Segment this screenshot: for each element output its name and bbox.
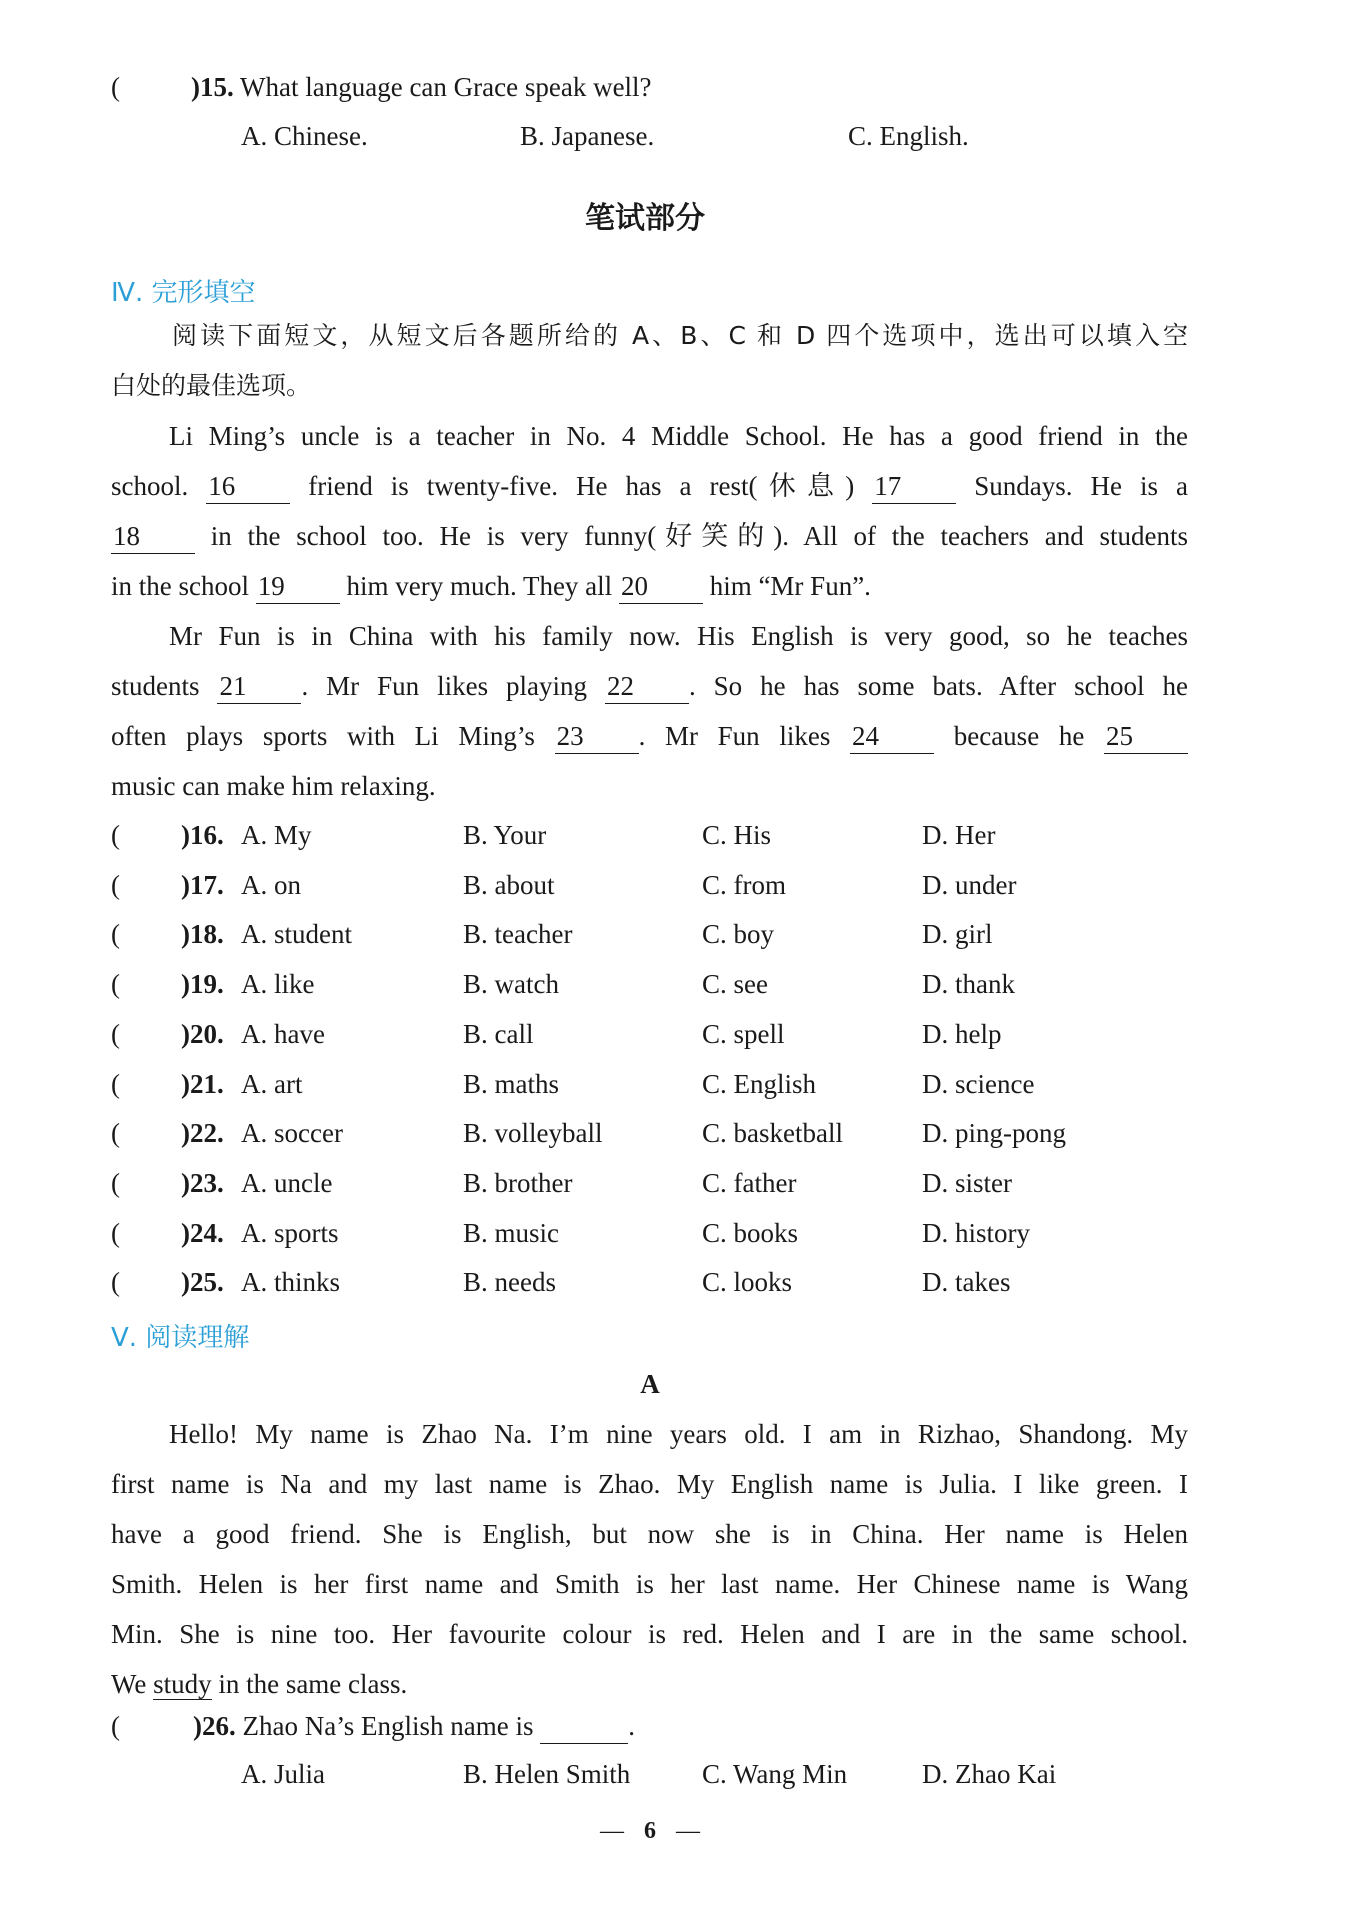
question-tail: . <box>628 1711 635 1741</box>
q15-option-b: B. Japanese. <box>520 121 655 151</box>
option-c: C. looks <box>702 1267 793 1297</box>
option-c: C. spell <box>702 1019 785 1049</box>
page-footer <box>0 1818 1300 1845</box>
option-c: C. English <box>702 1069 817 1099</box>
cloze-question-row <box>111 919 224 950</box>
passage-text: We <box>111 1669 147 1699</box>
question-15 <box>111 72 652 103</box>
question-text: What language can Grace speak well? <box>240 72 652 102</box>
blank-19: 19 <box>256 569 340 604</box>
option-d: D. science <box>922 1069 1035 1099</box>
option-b: B. about <box>463 870 555 900</box>
page-number: 6 <box>644 1818 656 1844</box>
option-a: A. student <box>241 919 352 949</box>
section-4-title: . 完形填空 <box>135 278 256 308</box>
option-d: D. under <box>922 870 1017 900</box>
option-b: B. teacher <box>463 919 573 949</box>
blank-23: 23 <box>555 719 639 754</box>
answer-paren: ( <box>111 1168 120 1198</box>
blank-20: 20 <box>619 569 703 604</box>
passage-text: in the school too. He is very funny(好笑的). All of the teachers and students <box>210 521 1188 551</box>
instruction-line-1: 阅读下面短文，从短文后各题所给的 A、B、C 和 D 四个选项中，选出可以填入空 <box>169 321 1188 350</box>
answer-paren: ( <box>111 1118 120 1148</box>
passage-label: A <box>640 1369 660 1399</box>
answer-blank <box>540 1709 628 1744</box>
blank-25: 25 <box>1104 719 1188 754</box>
option-c: C. boy <box>702 919 775 949</box>
passage-line: have a good friend. She is English, but now she is in China. Her name is Helen <box>111 1519 1188 1549</box>
option-d: D. Her <box>922 820 996 850</box>
option-b: B. music <box>463 1218 560 1248</box>
written-section-title: 笔试部分 <box>585 201 705 236</box>
blank-16: 16 <box>206 469 290 504</box>
passage-text: . So he has some bats. After school he <box>688 671 1188 701</box>
section-5-roman: Ⅴ <box>111 1323 129 1352</box>
underlined-word: study <box>153 1669 212 1699</box>
passage-text: in the same class. <box>218 1669 408 1699</box>
footer-dash: — <box>600 1818 624 1844</box>
option-a: A. uncle <box>241 1168 333 1198</box>
question-number: )19. <box>181 969 224 999</box>
question-26 <box>111 1709 635 1744</box>
option-a: A. soccer <box>241 1118 343 1148</box>
option-c: C. His <box>702 820 772 850</box>
question-number: )26. <box>193 1711 236 1741</box>
question-number: )24. <box>181 1218 224 1248</box>
option-a: A. My <box>241 820 312 850</box>
q26-option-a: A. Julia <box>241 1759 325 1789</box>
cloze-question-row <box>111 1218 224 1249</box>
option-a: A. on <box>241 870 301 900</box>
option-a: A. have <box>241 1019 325 1049</box>
answer-paren: ( <box>111 870 120 900</box>
passage-text: . Mr Fun likes playing <box>301 671 588 701</box>
question-number: )15. <box>191 72 234 102</box>
option-b: B. watch <box>463 969 559 999</box>
option-a: A. sports <box>241 1218 339 1248</box>
blank-18: 18 <box>111 519 195 554</box>
answer-paren: ( <box>111 969 120 999</box>
cloze-passage <box>111 411 1188 811</box>
passage-text: often plays sports with Li Ming’s <box>111 721 535 751</box>
option-c: C. basketball <box>702 1118 843 1148</box>
cloze-question-row <box>111 1267 224 1298</box>
passage-line: first name is Na and my last name is Zhao. My English name is Julia. I like green. I <box>111 1469 1188 1499</box>
question-number: )17. <box>181 870 224 900</box>
blank-17: 17 <box>872 469 956 504</box>
option-c: C. books <box>702 1218 799 1248</box>
passage-text: him “Mr Fun”. <box>709 571 871 601</box>
section-4-instructions <box>111 311 1188 411</box>
passage-text: him very much. They all <box>346 571 613 601</box>
q26-option-d: D. Zhao Kai <box>922 1759 1057 1789</box>
passage-text: music can make him relaxing. <box>111 771 436 801</box>
answer-paren: ( <box>111 1711 120 1741</box>
section-4-roman: Ⅳ <box>111 278 135 307</box>
option-d: D. ping-pong <box>922 1118 1066 1148</box>
q15-option-c: C. English. <box>848 121 969 151</box>
option-d: D. takes <box>922 1267 1011 1297</box>
question-number: )22. <box>181 1118 224 1148</box>
section-4-heading <box>111 272 256 309</box>
answer-paren: ( <box>111 1069 120 1099</box>
passage-text: because he <box>953 721 1085 751</box>
option-d: D. help <box>922 1019 1002 1049</box>
question-text: Zhao Na’s English name is <box>242 1711 534 1741</box>
cloze-question-row <box>111 1168 224 1199</box>
q26-option-c: C. Wang Min <box>702 1759 848 1789</box>
option-d: D. history <box>922 1218 1030 1248</box>
question-number: )20. <box>181 1019 224 1049</box>
passage-text: in the school <box>111 571 249 601</box>
blank-22: 22 <box>605 669 689 704</box>
q26-option-b: B. Helen Smith <box>463 1759 631 1789</box>
passage-line: Li Ming’s uncle is a teacher in No. 4 Middle School. He has a good friend in the <box>169 421 1188 451</box>
option-c: C. from <box>702 870 786 900</box>
passage-line: Min. She is nine too. Her favourite colour is red. Helen and I are in the same school. <box>111 1619 1188 1649</box>
answer-paren: ( <box>111 1267 120 1297</box>
option-c: C. father <box>702 1168 797 1198</box>
question-number: )25. <box>181 1267 224 1297</box>
answer-paren: ( <box>111 820 120 850</box>
cloze-question-row <box>111 1019 224 1050</box>
section-5-heading <box>111 1317 249 1354</box>
passage-line: Hello! My name is Zhao Na. I’m nine years old. I am in Rizhao, Shandong. My <box>169 1419 1188 1449</box>
instruction-line-2: 白处的最佳选项。 <box>111 371 312 400</box>
section-5-title: . 阅读理解 <box>128 1323 250 1353</box>
cloze-question-row <box>111 969 224 1000</box>
cloze-question-row <box>111 1069 224 1100</box>
option-d: D. sister <box>922 1168 1012 1198</box>
option-d: D. girl <box>922 919 993 949</box>
passage-text: school. <box>111 471 189 501</box>
question-number: )23. <box>181 1168 224 1198</box>
answer-paren: ( <box>111 919 120 949</box>
question-number: )16. <box>181 820 224 850</box>
option-b: B. brother <box>463 1168 573 1198</box>
blank-24: 24 <box>850 719 934 754</box>
footer-dash: — <box>676 1818 700 1844</box>
q15-option-a: A. Chinese. <box>241 121 368 151</box>
option-b: B. needs <box>463 1267 556 1297</box>
option-b: B. volleyball <box>463 1118 603 1148</box>
passage-line: Smith. Helen is her first name and Smith is her last name. Her Chinese name is Wang <box>111 1569 1188 1599</box>
option-a: A. like <box>241 969 315 999</box>
passage-text: students <box>111 671 200 701</box>
option-a: A. art <box>241 1069 303 1099</box>
blank-21: 21 <box>217 669 301 704</box>
cloze-question-row <box>111 870 224 901</box>
passage-text: friend is twenty-five. He has a rest(休息) <box>308 471 855 501</box>
passage-text: Sundays. He is a <box>974 471 1189 501</box>
cloze-question-row <box>111 820 224 851</box>
answer-paren: ( <box>111 1019 120 1049</box>
question-number: )18. <box>181 919 224 949</box>
option-a: A. thinks <box>241 1267 341 1297</box>
option-b: B. maths <box>463 1069 560 1099</box>
option-b: B. call <box>463 1019 534 1049</box>
passage-line: Mr Fun is in China with his family now. His English is very good, so he teaches <box>169 621 1188 651</box>
option-d: D. thank <box>922 969 1015 999</box>
option-c: C. see <box>702 969 768 999</box>
answer-paren: ( <box>111 72 120 102</box>
reading-passage <box>111 1409 1188 1709</box>
cloze-question-row <box>111 1118 224 1149</box>
passage-text: . Mr Fun likes <box>638 721 831 751</box>
question-number: )21. <box>181 1069 224 1099</box>
answer-paren: ( <box>111 1218 120 1248</box>
option-b: B. Your <box>463 820 547 850</box>
